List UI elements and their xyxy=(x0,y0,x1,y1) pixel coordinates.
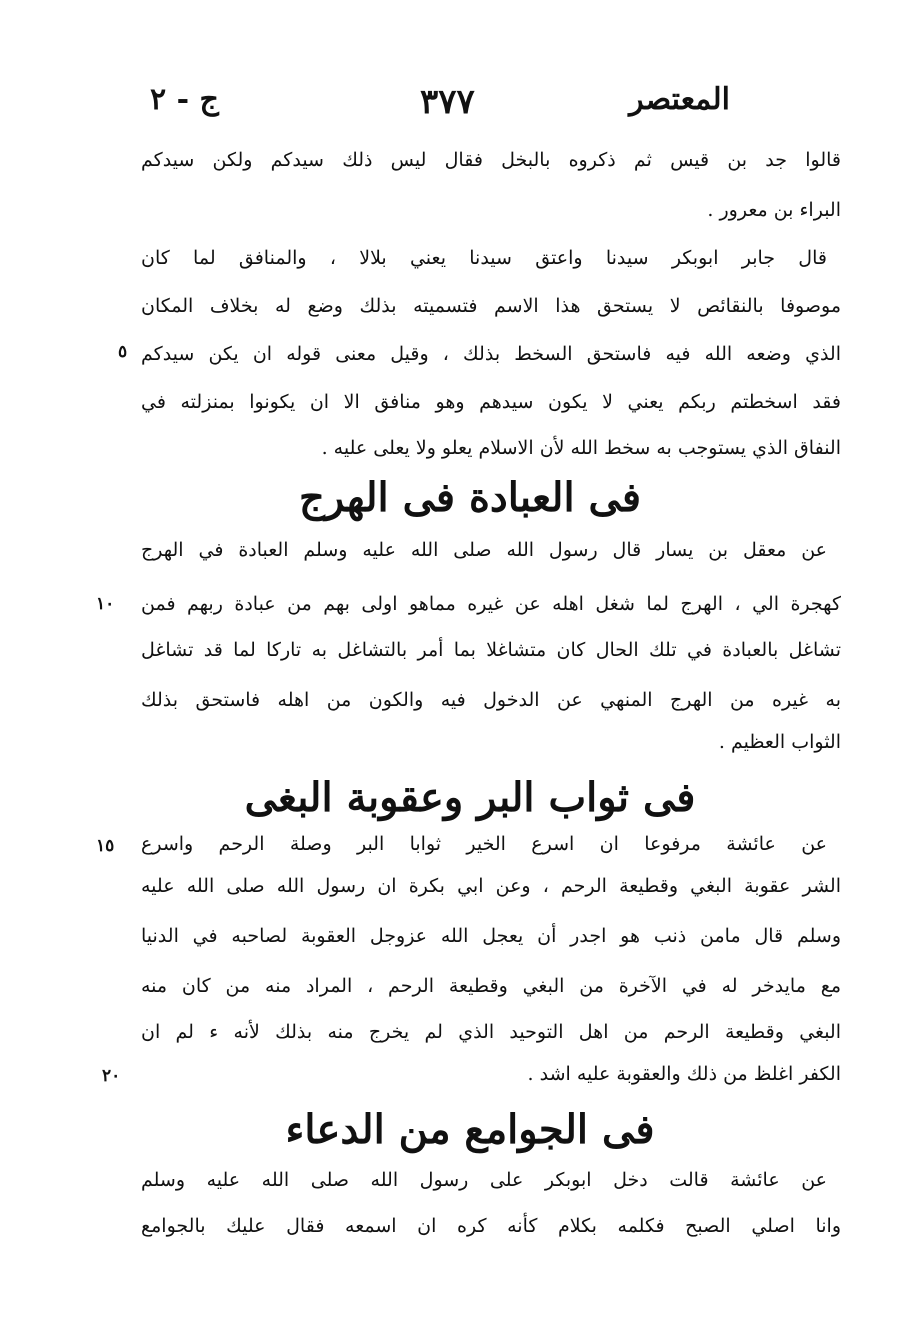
text-line: البغي وقطيعة الرحم من اهل التوحيد الذي لم يخرج منه بذلك لأنه ء لم ان xyxy=(141,1021,841,1043)
text-line: عن عائشة مرفوعا ان اسرع الخير ثوابا البر وصلة الرحم واسرع xyxy=(141,833,827,855)
margin-line-number: ٢٠ xyxy=(102,1066,121,1086)
margin-line-number: ٥ xyxy=(118,342,128,362)
text-line: الكفر اغلظ من ذلك والعقوبة عليه اشد . xyxy=(527,1063,841,1085)
text-line: وانا اصلي الصبح فكلمه بكلام كأنه كره ان اسمعه فقال عليك بالجوامع xyxy=(141,1215,841,1237)
text-line: قال جابر ابوبكر سيدنا واعتق سيدنا يعني بلالا ، والمنافق لما كان xyxy=(141,247,827,269)
text-line: به غيره من الهرج المنهي عن الدخول فيه والكون من اهله فاستحق بذلك xyxy=(141,689,841,711)
text-line: فقد اسخطتم ربكم يعني لا يكون سيدهم وهو منافق الا ان يكونوا بمنزلته في xyxy=(141,391,841,413)
text-line: البراء بن معرور . xyxy=(707,199,841,221)
text-line: الشر عقوبة البغي وقطيعة الرحم ، وعن ابي بكرة ان رسول الله صلى الله عليه xyxy=(141,875,841,897)
text-line: كهجرة الي ، الهرج لما شغل اهله عن غيره مماهو اولى بهم من عبادة ربهم فمن xyxy=(141,593,841,615)
section-heading: فى ثواب البر وعقوبة البغى xyxy=(244,774,696,821)
margin-line-number: ١٠ xyxy=(96,594,115,614)
book-title: المعتصر xyxy=(629,82,730,117)
page-header xyxy=(150,82,730,132)
text-line: الذي وضعه الله فيه فاستحق السخط بذلك ، وقيل معنى قوله ان يكن سيدكم xyxy=(141,343,841,365)
text-line: مع مايدخر له في الآخرة من البغي وقطيعة الرحم ، المراد منه من كان منه xyxy=(141,975,841,997)
margin-line-number: ١٥ xyxy=(96,836,115,856)
text-line: عن عائشة قالت دخل ابوبكر على رسول الله صلى الله عليه وسلم xyxy=(141,1169,827,1191)
volume-label: ج - ٢ xyxy=(150,82,219,117)
section-heading: فى العبادة فى الهرج xyxy=(299,474,641,521)
text-line: وسلم قال مامن ذنب هو اجدر أن يعجل الله عزوجل العقوبة لصاحبه في الدنيا xyxy=(141,925,841,947)
text-line: الثواب العظيم . xyxy=(718,731,841,753)
text-line: عن معقل بن يسار قال رسول الله صلى الله عليه وسلم العبادة في الهرج xyxy=(141,539,827,561)
page-number: ٣٧٧ xyxy=(420,82,475,122)
text-line: النفاق الذي يستوجب به سخط الله لأن الاسلام يعلو ولا يعلى عليه . xyxy=(321,437,841,459)
text-line: قالوا جد بن قيس ثم ذكروه بالبخل فقال ليس ذلك سيدكم ولكن سيدكم xyxy=(141,149,841,171)
text-line: موصوفا بالنقائص لا يستحق هذا الاسم فتسميته بذلك وضع له بخلاف المكان xyxy=(141,295,841,317)
text-line: تشاغل بالعبادة في تلك الحال كان متشاغلا بما أمر بالتشاغل به تاركا لما قد تشاغل xyxy=(141,639,841,661)
section-heading: فى الجوامع من الدعاء xyxy=(285,1106,655,1153)
